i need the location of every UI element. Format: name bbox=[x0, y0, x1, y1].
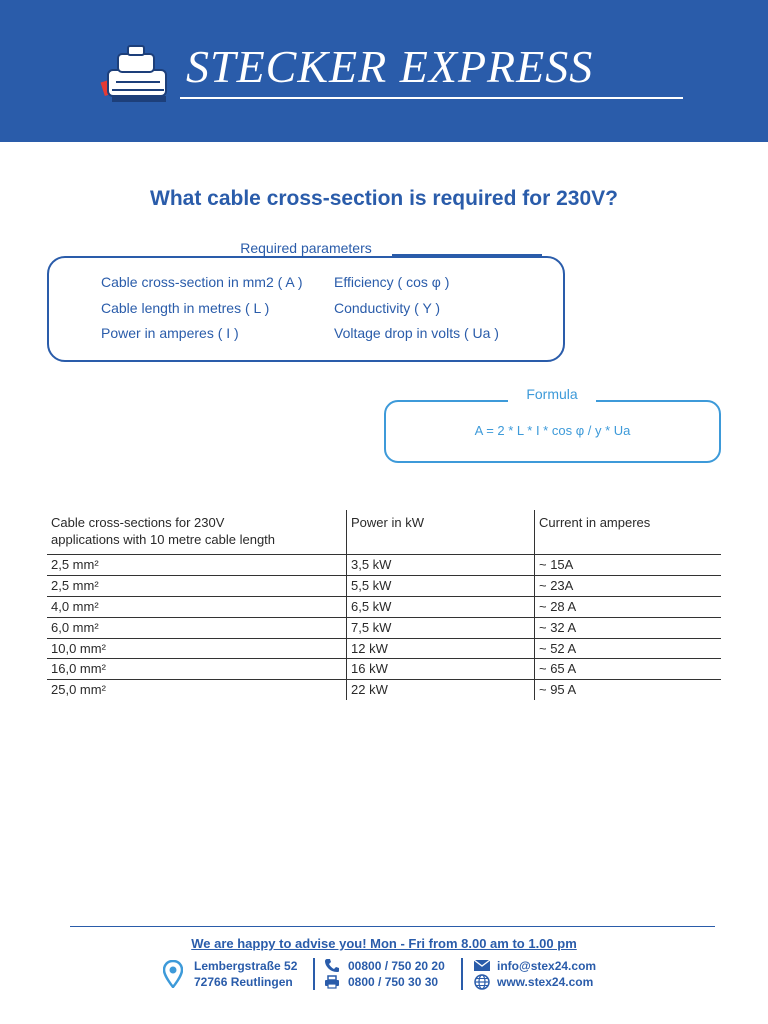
phone-number[interactable]: 00800 / 750 20 20 bbox=[348, 959, 445, 973]
cell-cross-section: 25,0 mm² bbox=[51, 682, 106, 697]
cell-current: ~ 28 A bbox=[539, 599, 577, 614]
table-row-divider bbox=[47, 617, 721, 618]
location-pin-icon bbox=[163, 960, 183, 988]
parameter-cable-length: Cable length in metres ( L ) bbox=[101, 300, 270, 316]
cell-power: 3,5 kW bbox=[351, 557, 392, 572]
table-row-divider bbox=[47, 679, 721, 680]
cell-current: ~ 32 A bbox=[539, 620, 577, 635]
fax-number: 0800 / 750 30 30 bbox=[348, 975, 439, 989]
table-header-cross-section: Cable cross-sections for 230V bbox=[51, 515, 225, 530]
formula-text: A = 2 * L * I * cos φ / y * Ua bbox=[474, 423, 631, 438]
cell-cross-section: 2,5 mm² bbox=[51, 557, 99, 572]
parameters-legend-line bbox=[392, 254, 542, 256]
cell-current: ~ 23A bbox=[539, 578, 574, 593]
parameter-efficiency: Efficiency ( cos φ ) bbox=[334, 274, 450, 290]
header-banner bbox=[0, 0, 768, 142]
cell-cross-section: 10,0 mm² bbox=[51, 641, 106, 656]
cell-cross-section: 16,0 mm² bbox=[51, 661, 106, 676]
table-row-divider bbox=[47, 638, 721, 639]
table-row-divider bbox=[47, 658, 721, 659]
cell-cross-section: 6,0 mm² bbox=[51, 620, 99, 635]
address-street: Lembergstraße 52 bbox=[194, 959, 298, 973]
parameter-conductivity: Conductivity ( Y ) bbox=[334, 300, 441, 316]
email-link[interactable]: info@stex24.com bbox=[497, 959, 597, 973]
website-link[interactable]: www.stex24.com bbox=[497, 975, 594, 989]
address-city: 72766 Reutlingen bbox=[194, 975, 293, 989]
footer-divider bbox=[70, 926, 715, 927]
cell-current: ~ 95 A bbox=[539, 682, 577, 697]
fax-icon bbox=[324, 975, 340, 989]
table-column-divider bbox=[534, 510, 535, 700]
table-header-current: Current in amperes bbox=[539, 515, 651, 530]
table-header-cross-section-line2: applications with 10 metre cable length bbox=[51, 532, 276, 547]
brand-name: STECKER EXPRESS bbox=[186, 41, 594, 92]
parameter-voltage-drop: Voltage drop in volts ( Ua ) bbox=[334, 325, 499, 341]
parameter-cross-section: Cable cross-section in mm2 ( A ) bbox=[101, 274, 303, 290]
cell-current: ~ 15A bbox=[539, 557, 574, 572]
cell-power: 22 kW bbox=[351, 682, 388, 697]
cell-power: 7,5 kW bbox=[351, 620, 392, 635]
table-column-divider bbox=[346, 510, 347, 700]
cell-power: 16 kW bbox=[351, 661, 388, 676]
cell-current: ~ 65 A bbox=[539, 661, 577, 676]
parameter-power: Power in amperes ( I ) bbox=[101, 325, 239, 341]
cell-power: 5,5 kW bbox=[351, 578, 392, 593]
page-title: What cable cross-section is required for 230V? bbox=[150, 187, 618, 210]
cell-power: 12 kW bbox=[351, 641, 388, 656]
formula-legend: Formula bbox=[508, 386, 596, 402]
globe-icon bbox=[474, 974, 490, 990]
cell-power: 6,5 kW bbox=[351, 599, 392, 614]
cell-cross-section: 2,5 mm² bbox=[51, 578, 99, 593]
cell-cross-section: 4,0 mm² bbox=[51, 599, 99, 614]
footer-separator bbox=[313, 958, 315, 990]
brand-underline bbox=[180, 97, 683, 99]
footer-separator bbox=[461, 958, 463, 990]
email-icon bbox=[473, 959, 491, 972]
table-header-power: Power in kW bbox=[351, 515, 424, 530]
plug-socket-logo-icon bbox=[98, 40, 178, 112]
parameters-legend: Required parameters bbox=[220, 240, 392, 256]
table-row-divider bbox=[47, 596, 721, 597]
advise-hours[interactable]: We are happy to advise you! Mon - Fri from 8.00 am to 1.00 pm bbox=[191, 936, 577, 951]
table-row-divider bbox=[47, 554, 721, 555]
phone-icon bbox=[324, 958, 340, 973]
cell-current: ~ 52 A bbox=[539, 641, 577, 656]
table-row-divider bbox=[47, 575, 721, 576]
